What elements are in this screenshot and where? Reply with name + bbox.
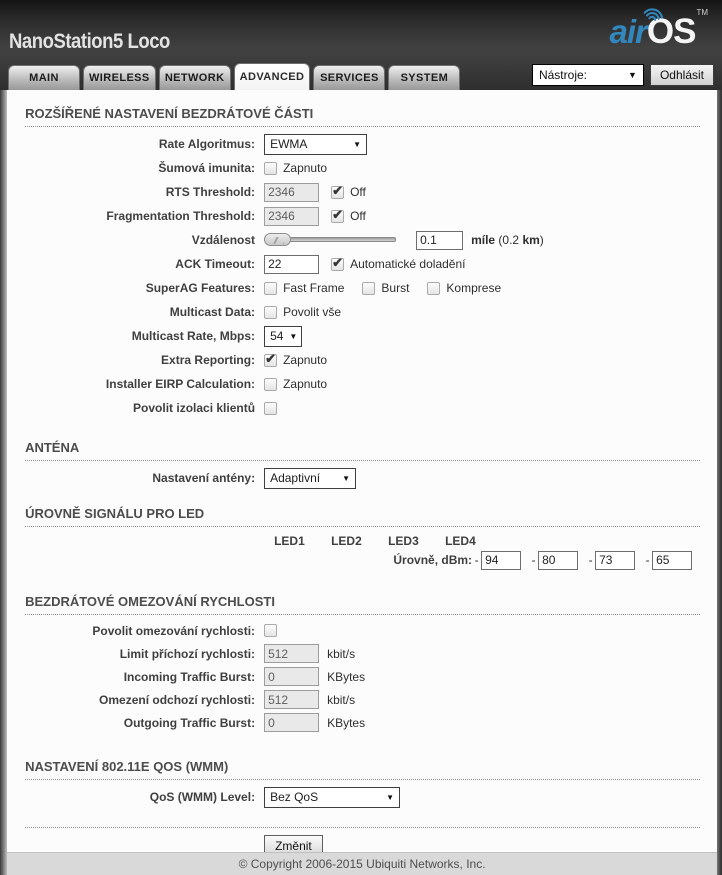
led1-group	[472, 551, 529, 570]
tab-wireless[interactable]: WIRELESS	[83, 65, 156, 90]
dropdown-arrow-icon: ▼	[386, 792, 395, 802]
extra-reporting-label: Extra Reporting:	[161, 353, 256, 367]
dropdown-arrow-icon: ▼	[342, 473, 351, 483]
distance-unit: míle (0.2 km)	[471, 233, 544, 247]
antenna-settings-select[interactable]	[264, 468, 356, 489]
client-isolation-row	[25, 396, 700, 420]
main-area	[0, 90, 722, 875]
multicast-data-row	[25, 300, 700, 324]
antenna-settings-row	[25, 465, 700, 491]
led2-group	[529, 551, 586, 570]
outgoing-burst-label: Outgoing Traffic Burst:	[123, 715, 256, 730]
rts-threshold-row	[25, 180, 700, 204]
dropdown-arrow-icon: ▼	[353, 139, 362, 149]
incoming-burst-unit: KBytes	[327, 669, 366, 684]
noise-immunity-row	[25, 156, 700, 180]
compression-checkbox[interactable]	[427, 282, 440, 295]
multicast-allow-all-checkbox[interactable]	[264, 306, 277, 319]
ack-auto-adjust-checkbox[interactable]	[331, 254, 344, 271]
logout-button[interactable]: Odhlásit	[650, 64, 714, 86]
led-column-headers	[274, 534, 700, 549]
outgoing-limit-row	[25, 688, 700, 711]
qos-level-row	[25, 784, 700, 810]
multicast-data-label: Multicast Data:	[169, 305, 256, 319]
section-heading-led-levels: ÚROVNĚ SIGNÁLU PRO LED	[25, 506, 700, 527]
distance-label: Vzdálenost	[191, 233, 256, 247]
ack-timeout-input[interactable]	[264, 255, 319, 274]
extra-reporting-row	[25, 348, 700, 372]
rate-limit-enable-label: Povolit omezování rychlosti:	[92, 623, 256, 638]
app-header	[0, 0, 722, 60]
page-body	[7, 90, 717, 875]
distance-input[interactable]	[416, 231, 463, 250]
left-page-edge	[0, 90, 7, 875]
multicast-rate-value: 54	[270, 329, 284, 343]
outgoing-limit-unit: kbit/s	[327, 692, 356, 707]
logo-air-text: air	[609, 13, 647, 50]
minus-sign: -	[531, 553, 536, 567]
led1-threshold-input[interactable]	[481, 551, 521, 570]
rate-algorithm-row	[25, 132, 700, 156]
rate-limit-enable-checkbox[interactable]	[264, 624, 277, 637]
advanced-wireless-rows	[25, 132, 700, 420]
minus-sign: -	[588, 553, 593, 567]
advanced-settings-form	[7, 90, 717, 852]
led4-header: LED4	[445, 534, 476, 548]
rate-limit-enable-row	[25, 619, 700, 642]
tab-network[interactable]: NETWORK	[159, 65, 231, 90]
section-heading-rate-limiting: BEZDRÁTOVÉ OMEZOVÁNÍ RYCHLOSTI	[25, 594, 700, 615]
checkmark-icon: ✔	[332, 182, 343, 198]
rate-algorithm-value: EWMA	[270, 137, 308, 151]
noise-immunity-option-label: Zapnuto	[283, 161, 328, 175]
tab-advanced[interactable]: ADVANCED	[234, 63, 311, 90]
section-heading-antenna: ANTÉNA	[25, 440, 700, 461]
burst-label: Burst	[381, 281, 410, 295]
section-heading-advanced-wireless: ROZŠÍŘENÉ NASTAVENÍ BEZDRÁTOVÉ ČÁSTI	[25, 106, 700, 127]
fast-frame-label: Fast Frame	[283, 281, 345, 295]
device-title: NanoStation5 Loco	[9, 30, 170, 53]
tools-select[interactable]	[532, 64, 644, 86]
tab-services[interactable]: SERVICES	[313, 65, 385, 90]
checkmark-icon: ✔	[332, 254, 343, 270]
rts-off-checkbox[interactable]	[331, 182, 344, 199]
outgoing-burst-input	[264, 713, 319, 732]
trademark-symbol: TM	[696, 8, 708, 17]
minus-sign: -	[645, 553, 650, 567]
section-heading-qos: NASTAVENÍ 802.11E QOS (WMM)	[25, 759, 700, 780]
outgoing-burst-row	[25, 711, 700, 734]
multicast-rate-row	[25, 324, 700, 348]
tab-main[interactable]: MAIN	[8, 65, 80, 90]
fragmentation-off-label: Off	[350, 209, 366, 223]
antenna-settings-value: Adaptivní	[270, 471, 321, 485]
rts-threshold-label: RTS Threshold:	[165, 185, 256, 199]
noise-immunity-label: Šumová imunita:	[158, 161, 256, 175]
ack-timeout-row	[25, 252, 700, 276]
superag-features-row	[25, 276, 700, 300]
qos-level-select[interactable]	[264, 787, 400, 808]
change-button[interactable]: Změnit	[264, 835, 323, 852]
incoming-limit-input	[264, 644, 319, 663]
fragmentation-threshold-label: Fragmentation Threshold:	[106, 209, 256, 223]
logo-os-text: OS	[646, 12, 696, 51]
client-isolation-checkbox[interactable]	[264, 402, 277, 415]
led3-header: LED3	[388, 534, 419, 548]
installer-eirp-label: Installer EIRP Calculation:	[105, 377, 256, 391]
fragmentation-threshold-input	[264, 207, 319, 226]
rate-limiting-rows	[25, 619, 700, 734]
client-isolation-label: Povolit izolaci klientů	[133, 401, 256, 415]
ack-auto-adjust-label: Automatické doladění	[350, 257, 466, 271]
burst-checkbox[interactable]	[362, 282, 375, 295]
form-separator	[25, 827, 700, 828]
multicast-rate-label: Multicast Rate, Mbps:	[131, 329, 256, 343]
noise-immunity-checkbox[interactable]	[264, 162, 277, 175]
tab-bar	[0, 60, 722, 90]
ack-timeout-label: ACK Timeout:	[175, 257, 256, 271]
led3-threshold-input[interactable]	[595, 551, 635, 570]
fast-frame-checkbox[interactable]	[264, 282, 277, 295]
incoming-burst-row	[25, 665, 700, 688]
installer-eirp-option-label: Zapnuto	[283, 377, 328, 391]
led2-threshold-input[interactable]	[538, 551, 578, 570]
multicast-rate-select[interactable]	[264, 326, 302, 347]
superag-features-label: SuperAG Features:	[145, 281, 256, 295]
rate-algorithm-select[interactable]	[264, 134, 367, 155]
airos-logo	[609, 8, 708, 56]
incoming-limit-label: Limit příchozí rychlosti:	[119, 646, 256, 661]
distance-slider-handle[interactable]	[264, 233, 291, 246]
led1-header: LED1	[274, 534, 305, 548]
minus-sign: -	[474, 553, 479, 567]
outgoing-limit-input	[264, 690, 319, 709]
qos-level-value: Bez QoS	[270, 790, 319, 804]
incoming-limit-unit: kbit/s	[327, 646, 356, 661]
checkmark-icon: ✔	[332, 206, 343, 222]
dropdown-arrow-icon: ▼	[628, 70, 637, 80]
rts-threshold-input	[264, 183, 319, 202]
outgoing-burst-unit: KBytes	[327, 715, 366, 730]
led4-group	[643, 551, 700, 570]
incoming-limit-row	[25, 642, 700, 665]
multicast-allow-all-label: Povolit vše	[283, 305, 342, 319]
outgoing-limit-label: Omezení odchozí rychlosti:	[99, 692, 256, 707]
incoming-burst-label: Incoming Traffic Burst:	[123, 669, 256, 684]
qos-level-label: QoS (WMM) Level:	[149, 790, 256, 804]
distance-row	[25, 228, 700, 252]
led2-header: LED2	[331, 534, 362, 548]
fragmentation-off-checkbox[interactable]	[331, 206, 344, 223]
installer-eirp-row	[25, 372, 700, 396]
checkmark-icon: ✔	[265, 350, 276, 366]
header-tools	[532, 64, 714, 86]
incoming-burst-input	[264, 667, 319, 686]
rate-algorithm-label: Rate Algoritmus:	[158, 137, 256, 151]
fragmentation-threshold-row	[25, 204, 700, 228]
tools-select-value: Nástroje:	[538, 68, 587, 82]
extra-reporting-option-label: Zapnuto	[283, 353, 328, 367]
copyright-text: © Copyright 2006-2015 Ubiquiti Networks, Inc.	[238, 857, 486, 871]
installer-eirp-checkbox[interactable]	[264, 378, 277, 391]
led4-threshold-input[interactable]	[652, 551, 692, 570]
right-page-edge	[717, 90, 722, 875]
distance-slider	[264, 233, 396, 247]
antenna-settings-label: Nastavení antény:	[152, 471, 256, 485]
compression-label: Komprese	[446, 281, 502, 295]
footer	[7, 852, 717, 875]
led-levels-label: Úrovně, dBm:	[393, 553, 473, 567]
tab-system[interactable]: SYSTEM	[388, 65, 460, 90]
wifi-signal-icon	[640, 4, 664, 21]
led-thresholds-row	[253, 549, 700, 571]
rts-off-label: Off	[350, 185, 366, 199]
extra-reporting-checkbox[interactable]	[264, 350, 277, 367]
dropdown-arrow-icon: ▼	[289, 331, 298, 341]
led3-group	[586, 551, 643, 570]
